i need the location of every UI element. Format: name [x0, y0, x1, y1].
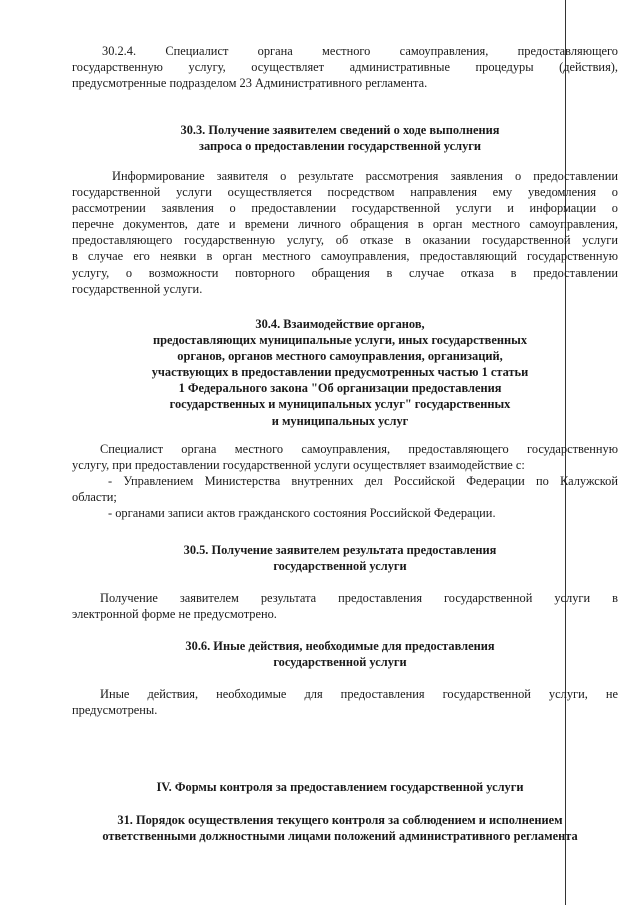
paragraph-line: государственной услуги осуществляется посредством направления ему уведомления о	[72, 185, 618, 200]
heading-30-5	[60, 542, 620, 574]
heading-line: государственной услуги	[273, 559, 407, 574]
paragraph-line: электронной форме не предусмотрено.	[72, 607, 277, 622]
heading-line: государственной услуги	[273, 655, 407, 670]
heading-30-4	[60, 316, 620, 429]
heading-line: 31. Порядок осуществления текущего контроля за соблюдением и исполнением	[117, 813, 563, 827]
paragraph-line: государственную услугу, осуществляет административные процедуры (действия),	[72, 60, 618, 75]
heading-line: государственных и муниципальных услуг" государственных	[169, 397, 511, 412]
paragraph-line: Специалист органа местного самоуправления, предоставляющего государственную	[100, 442, 618, 456]
heading-line: IV. Формы контроля за предоставлением государственной услуги	[156, 780, 524, 794]
paragraph-30-3	[72, 168, 618, 297]
paragraph-30-5	[72, 590, 618, 622]
paragraph-line: - органами записи актов гражданского состояния Российской Федерации.	[108, 506, 496, 521]
heading-line: запроса о предоставлении государственной услуги	[198, 139, 482, 154]
paragraph-line: государственной услуги.	[72, 281, 203, 296]
heading-30-6	[60, 638, 620, 670]
paragraph-line: области;	[72, 490, 117, 505]
paragraph-line: Получение заявителем результата предоставления государственной услуги в	[100, 591, 618, 605]
paragraph-line: услугу, о возможности повторного обращения в случае отказа в предоставлении	[72, 265, 618, 280]
heading-section-iv	[60, 779, 620, 795]
paragraph-line: в случае его неявки в орган местного самоуправления, предоставляющий государственную	[72, 249, 618, 264]
heading-line: 30.3. Получение заявителем сведений о ходе выполнения	[180, 123, 500, 137]
heading-line: органов, органов местного самоуправления, организаций,	[177, 349, 503, 364]
heading-line: ответственными должностными лицами положений административного регламента	[102, 829, 578, 844]
paragraph-line: Информирование заявителя о результате рассмотрения заявления о предоставлении	[112, 169, 618, 183]
paragraph-line: - Управлением Министерства внутренних дел Российской Федерации по Калужской	[108, 474, 618, 489]
heading-line: 30.5. Получение заявителем результата предоставления	[183, 543, 497, 557]
paragraph-line: предусмотрены.	[72, 703, 158, 718]
paragraph-30-6	[72, 686, 618, 718]
paragraph-30-2-4	[72, 43, 618, 91]
heading-line: 30.6. Иные действия, необходимые для предоставления	[185, 639, 495, 653]
paragraph-line: перечне документов, дате и времени личного обращения в орган местного самоуправления,	[72, 217, 618, 232]
paragraph-30-4	[72, 441, 618, 521]
paragraph-line: рассмотрении заявления о предоставлении государственной услуги и информации о	[72, 201, 618, 216]
heading-line: и муниципальных услуг	[271, 413, 409, 428]
paragraph-line: предусмотренные подразделом 23 Административного регламента.	[72, 76, 428, 91]
paragraph-line: предоставляющего государственную услугу, об отказе в оказании государственной услуги	[72, 233, 618, 248]
paragraph-line: Иные действия, необходимые для предоставления государственной услуги, не	[100, 687, 618, 701]
heading-line: 1 Федерального закона "Об организации предоставления	[178, 381, 502, 396]
heading-line: участвующих в предоставлении предусмотренных частью 1 статьи	[151, 365, 529, 380]
heading-line: предоставляющих муниципальные услуги, иных государственных	[152, 333, 528, 348]
paragraph-line: услугу, при предоставлении государственной услуги осуществляет взаимодействие с:	[72, 458, 525, 473]
paragraph-line: 30.2.4. Специалист органа местного самоуправления, предоставляющего	[102, 44, 618, 58]
heading-30-3	[60, 122, 620, 154]
heading-31	[60, 812, 620, 844]
heading-line: 30.4. Взаимодействие органов,	[255, 317, 425, 331]
